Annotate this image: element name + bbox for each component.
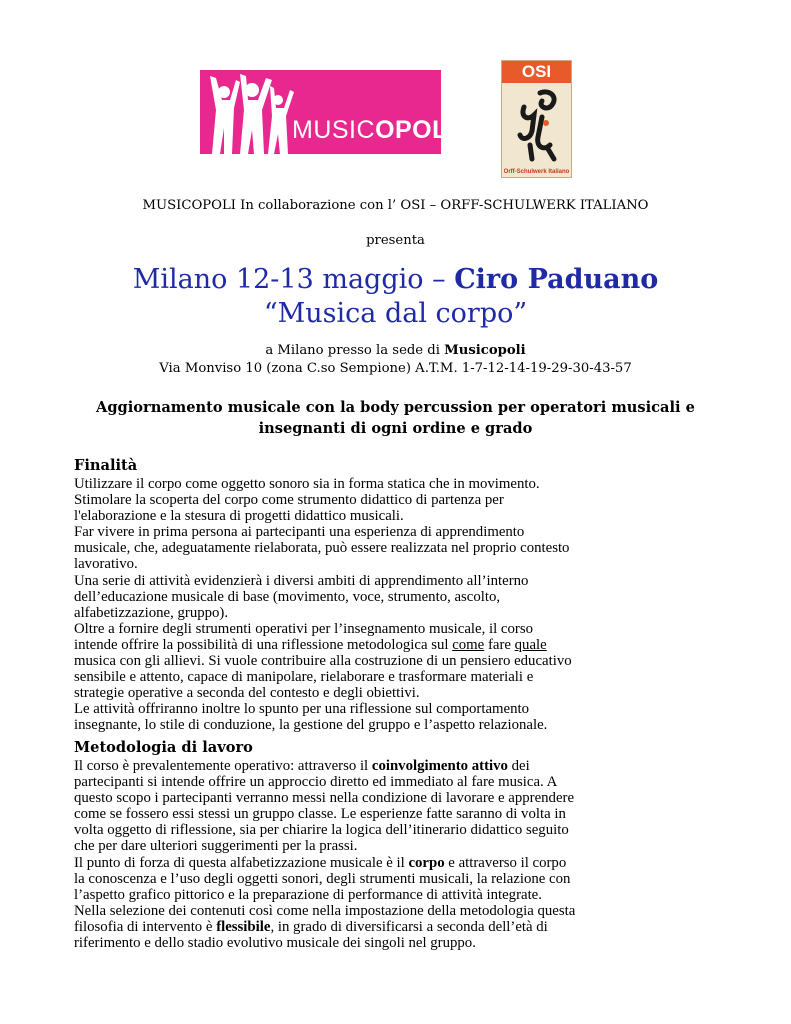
event-subtitle: “Musica dal corpo” [263,298,528,329]
address-line: Via Monviso 10 (zona C.so Sempione) A.T.M. 1-7-12-14-19-29-30-43-57 [159,361,632,376]
presenta-line: presenta [366,233,425,248]
venue-name: Musicopoli [444,343,526,358]
event-title [0,265,791,295]
collaboration-line: MUSICOPOLI In collaborazione con l’ OSI – ORFF-SCHULWERK ITALIANO [142,198,649,213]
osi-logo-title: OSI [502,61,571,83]
musicopoli-wordmark: MUSICOPOLI [292,116,456,144]
event-title-teacher: Ciro Paduano [454,264,659,295]
event-title-date: Milano 12-13 maggio – [132,264,455,295]
metodologia-heading: Metodologia di lavoro [74,739,253,756]
course-description-line-2: insegnanti di ogni ordine e grado [258,420,533,437]
musicopoli-logo [200,70,456,154]
osi-logo [501,60,572,178]
metodologia-paragraph: Il corso è prevalentemente operativo: attraverso il coinvolgimento attivo dei partecipanti si intende offrire un approccio diretto ed immediato al fare musica. A questo scopo i partecipanti verranno messi nella condizione di lavorare e apprendere come se fossero essi stessi un gruppo classe. Le esperienze fatte saranno di volta in volta oggetto di riflessione, sia per chiarire la logica dell’itinerario didattico seguito che per dare ulteriori suggerimenti per la prassi. Il punto di forza di questa alfabetizzazione musicale è il corpo e attraverso il corpo la conoscenza e l’uso degli oggetti sonori, degli strumenti musicali, la relazione con l’aspetto grafico pittorico e la preparazione di performance di attività integrate. Nella selezione dei contenuti così come nella impostazione della metodologia questa filosofia di intervento è flessibile, in grado di diversificarsi a seconda dell’età di riferimento e dello stadio evolutivo musicale dei singoli nel gruppo. [74,758,576,952]
course-description [60,397,731,439]
finalita-paragraph: Utilizzare il corpo come oggetto sonoro sia in forma statica che in movimento. Stimolare la scoperta del corpo come strumento didattico di partenza per l'elaborazione e la stesura di progetti didattico musicali. Far vivere in prima persona ai partecipanti una esperienza di apprendimento musicale, che, adeguatamente rielaborata, può essere realizzata nel proprio contesto lavorativo. Una serie di attività evidenzierà i diversi ambiti di apprendimento all’interno dell’educazione musicale di base (movimento, voce, strumento, ascolto, alfabetizzazione, gruppo). Oltre a fornire degli strumenti operativi per l’insegnamento musicale, il corso intende offrire la possibilità di una riflessione metodologica sul come fare quale musica con gli allievi. Si vuole contribuire alla costruzione di un pensiero educativo sensibile e attento, capace di manipolare, rielaborare e trasformare materiali e strategie operative a seconda del contesto e degli obiettivi. Le attività offriranno inoltre lo spunto per una riflessione sul comportamento insegnante, lo stile di conduzione, la gestione del gruppo e l’aspetto relazionale. [74,476,572,734]
osi-logo-subtitle: Orff-Schulwerk Italiano [503,169,570,175]
course-description-line-1: Aggiornamento musicale con la body percussion per operatori musicali e [96,399,695,416]
orff-figure-icon [510,87,566,163]
dancing-figures-icon [200,70,300,154]
venue-line: a Milano presso la sede di Musicopoli [265,343,526,358]
finalita-heading: Finalità [74,457,138,474]
